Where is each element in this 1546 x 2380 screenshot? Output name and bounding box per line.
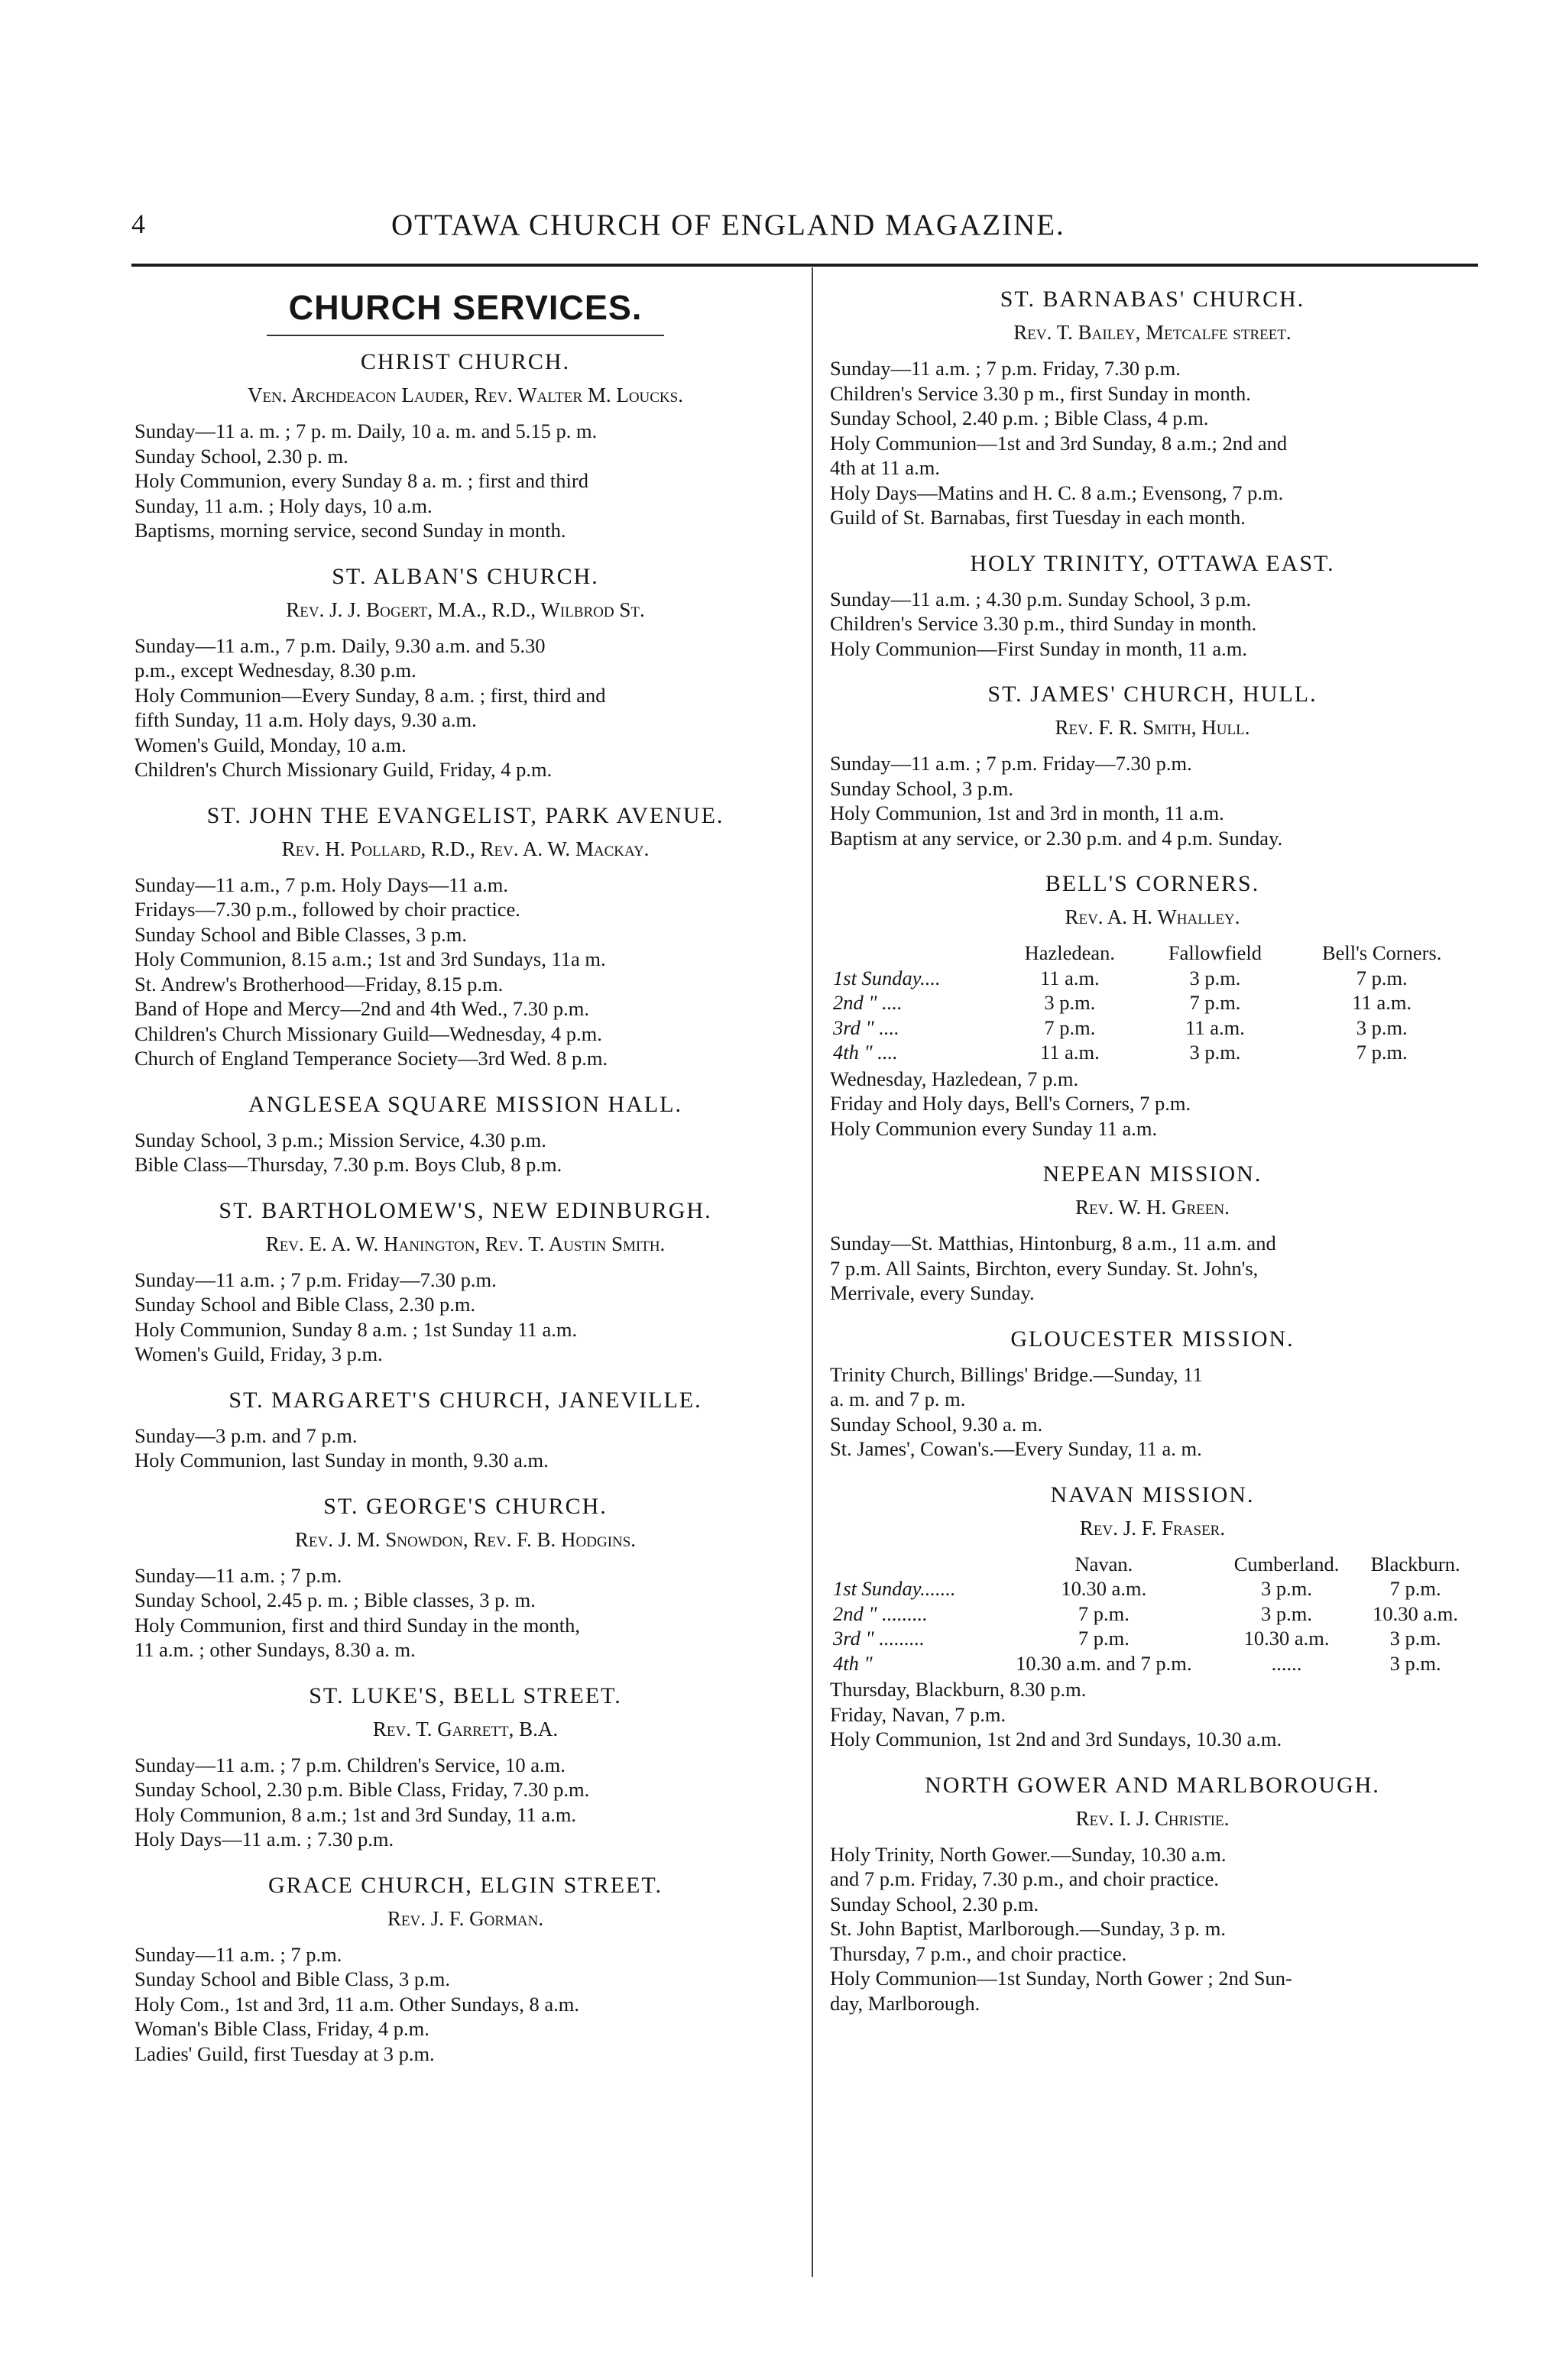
service-line: Thursday, 7 p.m., and choir practice. xyxy=(830,1941,1127,1965)
service-line: Holy Communion, Sunday 8 a.m. ; 1st Sunday 11 a.m. xyxy=(135,1317,578,1341)
service-lines xyxy=(830,1362,1475,1462)
service-lines xyxy=(830,356,1475,530)
clergy-line: Rev. T. Bailey, Metcalfe street. xyxy=(1013,321,1292,344)
table-cell: ...... xyxy=(1271,1651,1302,1675)
section-title: ST. JOHN THE EVANGELIST, PARK AVENUE. xyxy=(206,802,724,828)
column-header: Bell's Corners. xyxy=(1321,941,1442,964)
service-line: Sunday—11 a.m. ; 7 p.m. Friday, 7.30 p.m. xyxy=(830,357,1181,380)
service-line: Holy Communion every Sunday 11 a.m. xyxy=(830,1116,1158,1140)
section-title: CHRIST CHURCH. xyxy=(360,349,571,374)
church-section xyxy=(135,1870,796,2067)
clergy-line: Rev. H. Pollard, R.D., Rev. A. W. Mackay. xyxy=(281,837,650,860)
clergy-line: Rev. J. J. Bogert, M.A., R.D., Wilbrod St. xyxy=(286,597,645,621)
section-title: NAVAN MISSION. xyxy=(1050,1481,1255,1507)
section-nepean-mission xyxy=(830,1159,1475,1306)
table-cell: 7 p.m. xyxy=(1189,991,1241,1014)
schedule-table xyxy=(830,1552,1475,1676)
section-title: HOLY TRINITY, OTTAWA EAST. xyxy=(970,550,1335,576)
row-label: 3rd " ......... xyxy=(833,1627,925,1650)
table-cell: 3 p.m. xyxy=(1044,991,1096,1014)
section-navan-mission xyxy=(830,1480,1475,1752)
table-cell: 11 a.m. xyxy=(1039,966,1100,989)
table-cell: 11 a.m. xyxy=(1352,991,1412,1014)
service-line: Holy Communion, last Sunday in month, 9.30 a.m. xyxy=(135,1449,549,1472)
clergy-line: Rev. J. M. Snowdon, Rev. F. B. Hodgins. xyxy=(294,1527,637,1551)
service-line: Wednesday, Hazledean, 7 p.m. xyxy=(830,1067,1079,1090)
service-line: Holy Communion, 8 a.m.; 1st and 3rd Sunday, 11 a.m. xyxy=(135,1802,577,1826)
section-title: ST. BARNABAS' CHURCH. xyxy=(1000,287,1305,312)
church-section xyxy=(135,1681,796,1852)
service-line: a. m. and 7 p. m. xyxy=(830,1388,966,1410)
service-line: Sunday—11 a. m. ; 7 p. m. Daily, 10 a. m. and 5.15 p. m. xyxy=(135,419,598,442)
service-line: Holy Com., 1st and 3rd, 11 a.m. Other Sundays, 8 a.m. xyxy=(135,1992,579,2016)
service-line: Sunday School and Bible Classes, 3 p.m. xyxy=(135,922,468,946)
row-label: 2nd " .... xyxy=(833,991,903,1014)
service-lines xyxy=(135,873,796,1071)
service-lines xyxy=(830,1677,1475,1752)
service-line: St. Andrew's Brotherhood—Friday, 8.15 p.m. xyxy=(135,972,504,996)
service-lines xyxy=(830,1231,1475,1306)
table-cell: 7 p.m. xyxy=(1078,1627,1130,1650)
row-label: 3rd " .... xyxy=(833,1015,899,1039)
section-title: ST. LUKE'S, BELL STREET. xyxy=(309,1682,622,1708)
service-line: Trinity Church, Billings' Bridge.—Sunday, 11 xyxy=(830,1362,1203,1386)
section-gloucester-mission xyxy=(830,1324,1475,1462)
table-cell: 3 p.m. xyxy=(1261,1601,1313,1625)
column-header: Navan. xyxy=(1074,1552,1133,1575)
section-title: GLOUCESTER MISSION. xyxy=(1010,1326,1295,1352)
page-title: CHURCH SERVICES. xyxy=(288,288,643,327)
clergy-line: Rev. J. F. Fraser. xyxy=(1079,1516,1226,1540)
section-title: NEPEAN MISSION. xyxy=(1042,1161,1262,1187)
right-column xyxy=(830,280,1475,2034)
table-row xyxy=(830,990,1475,1015)
clergy-line: Ven. Archdeacon Lauder, Rev. Walter M. Loucks. xyxy=(248,384,683,406)
service-line: Sunday—St. Matthias, Hintonburg, 8 a.m., 11 a.m. and xyxy=(830,1232,1276,1255)
service-line: Guild of St. Barnabas, first Tuesday in each month. xyxy=(830,506,1246,529)
table-cell: 7 p.m. xyxy=(1078,1601,1130,1625)
service-line: Sunday School and Bible Class, 3 p.m. xyxy=(135,1967,450,1990)
service-lines xyxy=(830,1842,1475,2016)
section-bells-corners xyxy=(830,869,1475,1141)
table-row xyxy=(830,1601,1475,1627)
service-lines xyxy=(830,587,1475,662)
service-lines xyxy=(830,751,1475,850)
row-label: 1st Sunday.... xyxy=(833,966,941,989)
service-line: Holy Communion—1st and 3rd Sunday, 8 a.m.; 2nd and xyxy=(830,431,1288,455)
service-lines xyxy=(135,1563,796,1663)
service-line: Sunday School, 3 p.m.; Mission Service, 4.30 p.m. xyxy=(135,1128,546,1151)
service-lines xyxy=(830,1067,1475,1141)
service-line: Sunday—11 a.m. ; 7 p.m. Friday—7.30 p.m. xyxy=(135,1268,497,1291)
table-cell: 10.30 a.m. xyxy=(1061,1577,1147,1600)
service-line: and 7 p.m. Friday, 7.30 p.m., and choir practice. xyxy=(830,1867,1220,1890)
service-line: Sunday School, 3 p.m. xyxy=(830,776,1013,800)
clergy-line: Rev. F. R. Smith, Hull. xyxy=(1055,716,1250,739)
service-line: Sunday School, 9.30 a. m. xyxy=(830,1412,1043,1436)
header-rule xyxy=(131,264,1478,267)
service-line: Sunday School, 2.40 p.m. ; Bible Class, 4 p.m. xyxy=(830,406,1209,429)
column-header: Cumberland. xyxy=(1233,1552,1340,1575)
service-line: Sunday—11 a.m. ; 7 p.m. Children's Service, 10 a.m. xyxy=(135,1753,566,1776)
service-line: Woman's Bible Class, Friday, 4 p.m. xyxy=(135,2017,429,2040)
table-cell: 3 p.m. xyxy=(1389,1627,1441,1650)
table-cell: 10.30 a.m. xyxy=(1373,1601,1459,1625)
service-line: fifth Sunday, 11 a.m. Holy days, 9.30 a.m. xyxy=(135,708,477,731)
section-title: ST. JAMES' CHURCH, HULL. xyxy=(987,682,1318,707)
row-label: 4th " .... xyxy=(833,1041,898,1064)
table-cell: 3 p.m. xyxy=(1261,1577,1313,1600)
church-section xyxy=(135,347,796,543)
section-title: ANGLESEA SQUARE MISSION HALL. xyxy=(248,1091,682,1117)
title-rule xyxy=(267,335,664,336)
row-label: 2nd " ......... xyxy=(833,1601,928,1625)
clergy-line: Rev. W. H. Green. xyxy=(1075,1196,1230,1219)
service-line: Merrivale, every Sunday. xyxy=(830,1281,1035,1304)
table-cell: 11 a.m. xyxy=(1039,1041,1100,1064)
table-cell: 3 p.m. xyxy=(1189,1041,1241,1064)
table-row xyxy=(830,1015,1475,1041)
table-row xyxy=(830,1651,1475,1676)
service-line: Holy Communion—1st Sunday, North Gower ; 2nd Sun- xyxy=(830,1967,1292,1990)
table-cell: 7 p.m. xyxy=(1356,1041,1408,1064)
section-title: ST. ALBAN'S CHURCH. xyxy=(332,563,599,589)
service-line: Sunday—11 a.m. ; 7 p.m. Friday—7.30 p.m. xyxy=(830,752,1192,775)
service-lines xyxy=(135,1753,796,1852)
service-line: Church of England Temperance Society—3rd Wed. 8 p.m. xyxy=(135,1047,608,1070)
section-title: ST. MARGARET'S CHURCH, JANEVILLE. xyxy=(228,1387,702,1413)
service-line: Ladies' Guild, first Tuesday at 3 p.m. xyxy=(135,2042,435,2065)
service-lines xyxy=(135,633,796,782)
column-header: Hazledean. xyxy=(1024,941,1116,964)
service-lines xyxy=(135,1268,796,1367)
service-line: 11 a.m. ; other Sundays, 8.30 a. m. xyxy=(135,1638,416,1661)
section-title: ST. BARTHOLOMEW'S, NEW EDINBURGH. xyxy=(219,1197,712,1223)
running-title: OTTAWA CHURCH OF ENGLAND MAGAZINE. xyxy=(391,209,1065,241)
service-line: Baptisms, morning service, second Sunday in month. xyxy=(135,519,566,542)
section-st-james-hull xyxy=(830,679,1475,850)
service-line: Friday and Holy days, Bell's Corners, 7 p.m. xyxy=(830,1092,1191,1115)
service-line: Holy Communion, 8.15 a.m.; 1st and 3rd Sundays, 11a m. xyxy=(135,947,606,970)
service-line: Holy Communion—Every Sunday, 8 a.m. ; first, third and xyxy=(135,683,606,707)
section-title: ST. GEORGE'S CHURCH. xyxy=(323,1493,608,1519)
column-header xyxy=(830,1552,990,1577)
service-line: Thursday, Blackburn, 8.30 p.m. xyxy=(830,1678,1087,1701)
table-cell: 10.30 a.m. and 7 p.m. xyxy=(1016,1651,1192,1675)
table-cell: 3 p.m. xyxy=(1356,1015,1408,1039)
service-line: Friday, Navan, 7 p.m. xyxy=(830,1702,1006,1726)
service-line: p.m., except Wednesday, 8.30 p.m. xyxy=(135,659,416,682)
column-header xyxy=(830,941,998,966)
service-lines xyxy=(135,419,796,543)
service-lines xyxy=(135,1423,796,1473)
table-header-row xyxy=(830,941,1475,966)
service-line: Sunday School and Bible Class, 2.30 p.m. xyxy=(135,1293,476,1316)
service-line: Holy Communion, 1st 2nd and 3rd Sundays, 10.30 a.m. xyxy=(830,1728,1282,1750)
church-section xyxy=(135,1491,796,1663)
church-section xyxy=(135,1385,796,1473)
section-title: BELL'S CORNERS. xyxy=(1045,871,1260,896)
table-cell: 10.30 a.m. xyxy=(1243,1627,1330,1650)
service-line: 7 p.m. All Saints, Birchton, every Sunday. St. John's, xyxy=(830,1256,1259,1280)
service-lines xyxy=(135,1942,796,2067)
section-holy-trinity xyxy=(830,549,1475,662)
service-line: 4th at 11 a.m. xyxy=(830,456,941,479)
table-cell: 7 p.m. xyxy=(1356,966,1408,989)
section-north-gower xyxy=(830,1770,1475,2016)
service-line: Band of Hope and Mercy—2nd and 4th Wed., 7.30 p.m. xyxy=(135,997,589,1020)
table-cell: 3 p.m. xyxy=(1389,1651,1441,1675)
service-line: Sunday—11 a.m., 7 p.m. Holy Days—11 a.m. xyxy=(135,873,508,896)
service-line: Women's Guild, Monday, 10 a.m. xyxy=(135,733,407,756)
service-line: Sunday—11 a.m. ; 4.30 p.m. Sunday School, 3 p.m. xyxy=(830,587,1252,610)
schedule-table xyxy=(830,941,1475,1065)
page-number: 4 xyxy=(131,209,145,239)
service-line: Holy Days—11 a.m. ; 7.30 p.m. xyxy=(135,1828,394,1851)
service-line: Baptism at any service, or 2.30 p.m. and 4 p.m. Sunday. xyxy=(830,826,1283,850)
clergy-line: Rev. E. A. W. Hanington, Rev. T. Austin Smith. xyxy=(265,1232,666,1255)
service-line: Bible Class—Thursday, 7.30 p.m. Boys Club, 8 p.m. xyxy=(135,1153,562,1176)
clergy-line: Rev. I. J. Christie. xyxy=(1075,1806,1230,1830)
table-cell: 11 a.m. xyxy=(1185,1015,1245,1039)
service-line: Fridays—7.30 p.m., followed by choir practice. xyxy=(135,898,520,921)
column-divider xyxy=(812,267,813,2277)
table-row xyxy=(830,1040,1475,1065)
church-section xyxy=(135,801,796,1071)
left-column xyxy=(135,280,796,2084)
service-line: Holy Communion, 1st and 3rd in month, 11 a.m. xyxy=(830,801,1224,824)
clergy-line: Rev. A. H. Whalley. xyxy=(1065,905,1240,928)
table-cell: 7 p.m. xyxy=(1044,1015,1096,1039)
service-line: Women's Guild, Friday, 3 p.m. xyxy=(135,1342,383,1365)
table-cell: 3 p.m. xyxy=(1189,966,1241,989)
row-label: 4th " xyxy=(833,1651,873,1675)
clergy-line: Rev. T. Garrett, B.A. xyxy=(372,1717,559,1740)
service-line: Holy Communion, every Sunday 8 a. m. ; first and third xyxy=(135,469,588,492)
service-line: Holy Communion—First Sunday in month, 11 a.m. xyxy=(830,636,1247,660)
service-line: Children's Church Missionary Guild—Wednesday, 4 p.m. xyxy=(135,1022,602,1045)
service-line: Holy Communion, first and third Sunday in the month, xyxy=(135,1613,580,1637)
service-line: Sunday School, 2.30 p. m. xyxy=(135,444,348,468)
table-row xyxy=(830,1576,1475,1601)
table-header-row xyxy=(830,1552,1475,1577)
table-row xyxy=(830,966,1475,991)
clergy-line: Rev. J. F. Gorman. xyxy=(387,1906,544,1930)
service-line: Holy Trinity, North Gower.—Sunday, 10.30 a.m. xyxy=(830,1842,1227,1866)
service-line: Sunday—11 a.m. ; 7 p.m. xyxy=(135,1942,342,1966)
service-line: St. James', Cowan's.—Every Sunday, 11 a. m. xyxy=(830,1437,1202,1460)
table-cell: 7 p.m. xyxy=(1389,1577,1441,1600)
church-section xyxy=(135,562,796,782)
column-header: Blackburn. xyxy=(1370,1552,1460,1575)
service-line: day, Marlborough. xyxy=(830,1991,980,2015)
column-header: Fallowfield xyxy=(1168,941,1262,964)
service-line: Children's Service 3.30 p m., first Sunday in month. xyxy=(830,381,1251,405)
table-row xyxy=(830,1626,1475,1651)
service-lines xyxy=(135,1128,796,1177)
section-title: GRACE CHURCH, ELGIN STREET. xyxy=(268,1872,663,1898)
service-line: Sunday—11 a.m. ; 7 p.m. xyxy=(135,1563,342,1587)
service-line: Sunday, 11 a.m. ; Holy days, 10 a.m. xyxy=(135,494,433,517)
service-line: Sunday School, 2.45 p. m. ; Bible classes, 3 p. m. xyxy=(135,1588,536,1611)
church-section xyxy=(135,1196,796,1367)
service-line: Sunday—11 a.m., 7 p.m. Daily, 9.30 a.m. and 5.30 xyxy=(135,633,546,657)
service-line: Sunday School, 2.30 p.m. xyxy=(830,1892,1039,1915)
church-section xyxy=(135,1090,796,1177)
section-st-barnabas xyxy=(830,284,1475,530)
service-line: Holy Days—Matins and H. C. 8 a.m.; Evensong, 7 p.m. xyxy=(830,481,1284,504)
service-line: Sunday School, 2.30 p.m. Bible Class, Friday, 7.30 p.m. xyxy=(135,1778,590,1801)
service-line: Sunday—3 p.m. and 7 p.m. xyxy=(135,1423,358,1447)
left-sections xyxy=(135,347,796,2066)
service-line: Children's Church Missionary Guild, Friday, 4 p.m. xyxy=(135,758,553,781)
section-title: NORTH GOWER AND MARLBOROUGH. xyxy=(925,1772,1380,1798)
service-line: St. John Baptist, Marlborough.—Sunday, 3 p. m. xyxy=(830,1917,1226,1940)
row-label: 1st Sunday....... xyxy=(833,1577,956,1600)
service-line: Children's Service 3.30 p.m., third Sunday in month. xyxy=(830,612,1257,635)
